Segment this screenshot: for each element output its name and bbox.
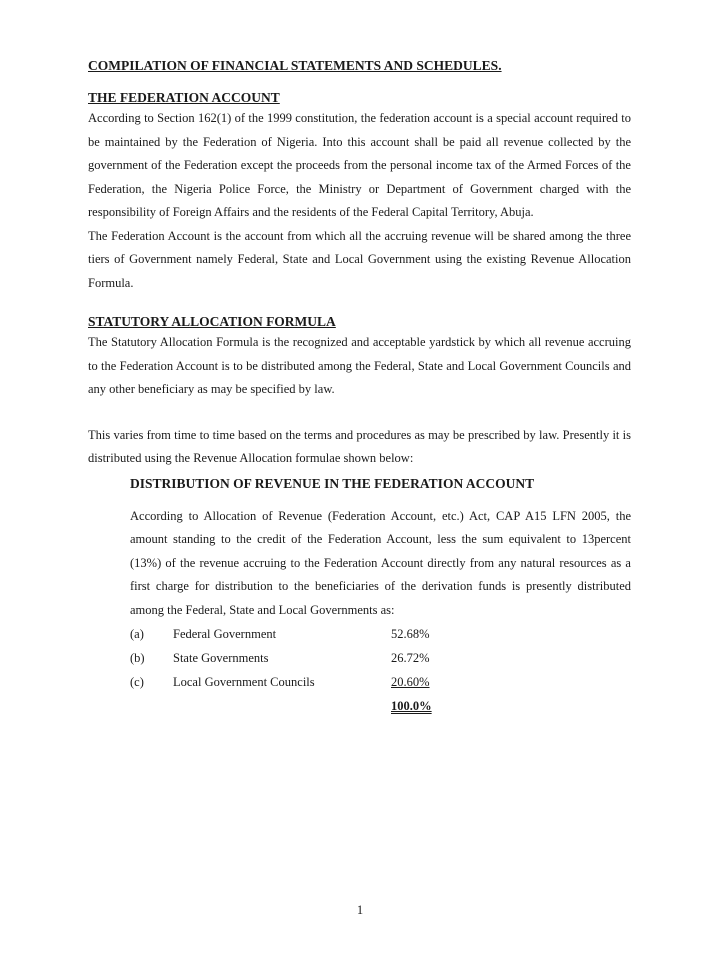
allocation-total: 100.0% (391, 699, 432, 713)
document-content (88, 57, 631, 718)
paragraph-spacer (88, 402, 631, 424)
section-spacer (88, 295, 631, 313)
allocation-table (130, 622, 631, 718)
document-title: COMPILATION OF FINANCIAL STATEMENTS AND SCHEDULES. (88, 58, 502, 73)
allocation-label: Local Government Councils (173, 675, 315, 689)
paragraph-statutory-allocation-definition: The Statutory Allocation Formula is the recognized and acceptable yardstick by which all revenue accruing to the Federation Account is to be distributed among the Federal, State and Local Government Councils and any other beneficiary as may be specified by law. (88, 335, 631, 396)
allocation-key: (a) (130, 627, 144, 641)
allocation-label: Federal Government (173, 627, 277, 641)
allocation-row (130, 622, 631, 646)
allocation-value: 20.60% (391, 675, 430, 689)
allocation-key: (b) (130, 651, 145, 665)
allocation-key: (c) (130, 675, 144, 689)
paragraph-distribution-act: According to Allocation of Revenue (Federation Account, etc.) Act, CAP A15 LFN 2005, the amount standing to the credit of the Federation Account, less the sum equivalent to 13percent (13%) of the revenue accruing to the Federation Account directly from any natural resources as a first charge for distribution to the beneficiaries of the derivation funds is presently distributed among the Federal, State and Local Governments as: (130, 508, 631, 617)
allocation-value: 26.72% (391, 651, 430, 665)
paragraph-allocation-variation: This varies from time to time based on the terms and procedures as may be prescribed by law. Presently it is distributed using the Revenue Allocation formulae shown below: (88, 427, 631, 465)
allocation-row (130, 670, 631, 694)
allocation-value: 52.68% (391, 627, 430, 641)
allocation-label-empty (173, 694, 391, 718)
section-heading-distribution: DISTRIBUTION OF REVENUE IN THE FEDERATION ACCOUNT (130, 475, 535, 491)
allocation-row (130, 646, 631, 670)
allocation-total-row (130, 694, 631, 718)
section-heading-federation-account: THE FEDERATION ACCOUNT (88, 90, 280, 105)
allocation-label: State Governments (173, 651, 269, 665)
paragraph-federation-account-definition: According to Section 162(1) of the 1999 constitution, the federation account is a special account required to be maintained by the Federation of Nigeria. Into this account shall be paid all revenue collected by the government of the Federation except the proceeds from the personal income tax of the Armed Forces of the Federation, the Nigeria Police Force, the Ministry or Department of Government charged with the responsibility of Foreign Affairs and the residents of the Federal Capital Territory, Abuja. (88, 111, 631, 219)
page-number: 1 (356, 903, 364, 917)
allocation-key-empty (130, 694, 173, 718)
section-heading-statutory-allocation: STATUTORY ALLOCATION FORMULA (88, 314, 336, 329)
paragraph-federation-account-sharing: The Federation Account is the account from which all the accruing revenue will be shared among the three tiers of Government namely Federal, State and Local Government using the existing Revenue Allocation Formula. (88, 228, 631, 290)
distribution-section (130, 475, 631, 719)
